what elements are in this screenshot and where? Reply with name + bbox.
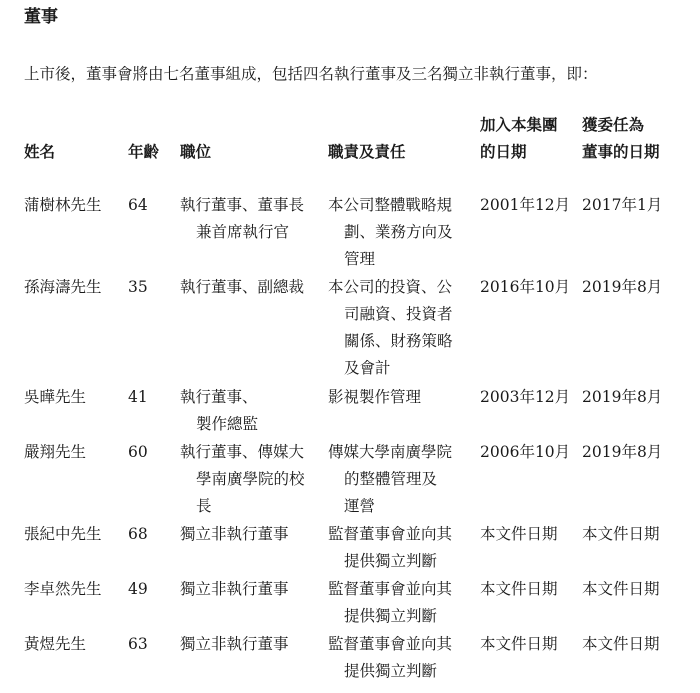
- duties-line: 提供獨立判斷: [344, 552, 438, 570]
- cell-name: 李卓然先生: [24, 580, 102, 598]
- cell-name: 黃煜先生: [24, 635, 87, 653]
- duties-line: 提供獨立判斷: [344, 607, 438, 625]
- cell-appoint-date: 本文件日期: [582, 635, 660, 653]
- cell-age: 41: [128, 388, 148, 406]
- cell-join-date: 2016年10月: [480, 278, 571, 296]
- position-line: 執行董事、副總裁: [180, 278, 305, 296]
- position-line: 製作總監: [196, 415, 259, 433]
- header-position: 職位: [180, 142, 212, 161]
- position-line: 執行董事、董事長: [180, 196, 305, 214]
- position-line: 兼首席執行官: [196, 223, 290, 241]
- cell-duties: [328, 576, 452, 630]
- duties-line: 運營: [344, 497, 376, 515]
- cell-join-date: 本文件日期: [480, 635, 558, 653]
- cell-appoint-date: 2019年8月: [582, 388, 663, 406]
- header-appoint-date-line: 董事的日期: [582, 142, 660, 161]
- cell-age: 60: [128, 443, 148, 461]
- cell-duties: [328, 192, 453, 273]
- position-line: 執行董事、傳媒大: [180, 443, 305, 461]
- cell-duties: [328, 439, 452, 520]
- cell-name: 嚴翔先生: [24, 443, 87, 461]
- header-join-date-line: 加入本集團: [480, 115, 558, 134]
- duties-line: 監督董事會並向其: [328, 580, 453, 598]
- header-name: 姓名: [24, 142, 56, 161]
- cell-appoint-date: 2017年1月: [582, 196, 663, 214]
- duties-line: 劃、業務方向及: [344, 223, 453, 241]
- duties-line: 管理: [344, 250, 376, 268]
- cell-duties: [328, 274, 453, 382]
- position-line: 長: [196, 497, 212, 515]
- duties-line: 本公司整體戰略規: [328, 196, 453, 214]
- position-line: 學南廣學院的校: [196, 470, 305, 488]
- cell-position: [180, 439, 305, 520]
- duties-line: 本公司的投資、公: [328, 278, 453, 296]
- cell-name: 吳曄先生: [24, 388, 87, 406]
- cell-position: [180, 521, 289, 548]
- cell-position: [180, 631, 289, 658]
- header-join-date: [480, 111, 558, 165]
- cell-duties: [328, 384, 421, 411]
- cell-age: 35: [128, 278, 148, 296]
- header-duties: 職責及責任: [328, 142, 406, 161]
- cell-position: [180, 274, 304, 301]
- cell-name: 孫海濤先生: [24, 278, 102, 296]
- duties-line: 監督董事會並向其: [328, 635, 453, 653]
- intro-paragraph: 上市後，董事會將由七名董事組成，包括四名執行董事及三名獨立非執行董事，即：: [24, 65, 598, 83]
- cell-appoint-date: 本文件日期: [582, 580, 660, 598]
- duties-line: 的整體管理及: [344, 470, 438, 488]
- cell-join-date: 2006年10月: [480, 443, 571, 461]
- section-title: 董事: [24, 7, 58, 27]
- cell-appoint-date: 本文件日期: [582, 525, 660, 543]
- header-age: 年齡: [128, 142, 160, 161]
- duties-line: 監督董事會並向其: [328, 525, 453, 543]
- position-line: 獨立非執行董事: [180, 525, 289, 543]
- cell-position: [180, 384, 258, 438]
- position-line: 執行董事、: [180, 388, 258, 406]
- cell-duties: [328, 521, 452, 575]
- cell-duties: [328, 631, 452, 685]
- cell-join-date: 2003年12月: [480, 388, 571, 406]
- duties-line: 影視製作管理: [328, 388, 422, 406]
- header-appoint-date: [582, 111, 660, 165]
- duties-line: 傳媒大學南廣學院: [328, 443, 453, 461]
- cell-join-date: 本文件日期: [480, 580, 558, 598]
- cell-age: 63: [128, 635, 148, 653]
- cell-age: 49: [128, 580, 148, 598]
- cell-name: 張紀中先生: [24, 525, 102, 543]
- cell-join-date: 本文件日期: [480, 525, 558, 543]
- duties-line: 提供獨立判斷: [344, 662, 438, 680]
- cell-age: 68: [128, 525, 148, 543]
- header-join-date-line: 的日期: [480, 142, 527, 161]
- cell-appoint-date: 2019年8月: [582, 443, 663, 461]
- position-line: 獨立非執行董事: [180, 635, 289, 653]
- cell-join-date: 2001年12月: [480, 196, 571, 214]
- duties-line: 關係、財務策略: [344, 332, 453, 350]
- cell-position: [180, 576, 289, 603]
- cell-name: 蒲樹林先生: [24, 196, 102, 214]
- cell-position: [180, 192, 304, 246]
- cell-age: 64: [128, 196, 148, 214]
- position-line: 獨立非執行董事: [180, 580, 289, 598]
- cell-appoint-date: 2019年8月: [582, 278, 663, 296]
- header-appoint-date-line: 獲委任為: [582, 115, 645, 134]
- duties-line: 及會計: [344, 359, 391, 377]
- duties-line: 司融資、投資者: [344, 305, 453, 323]
